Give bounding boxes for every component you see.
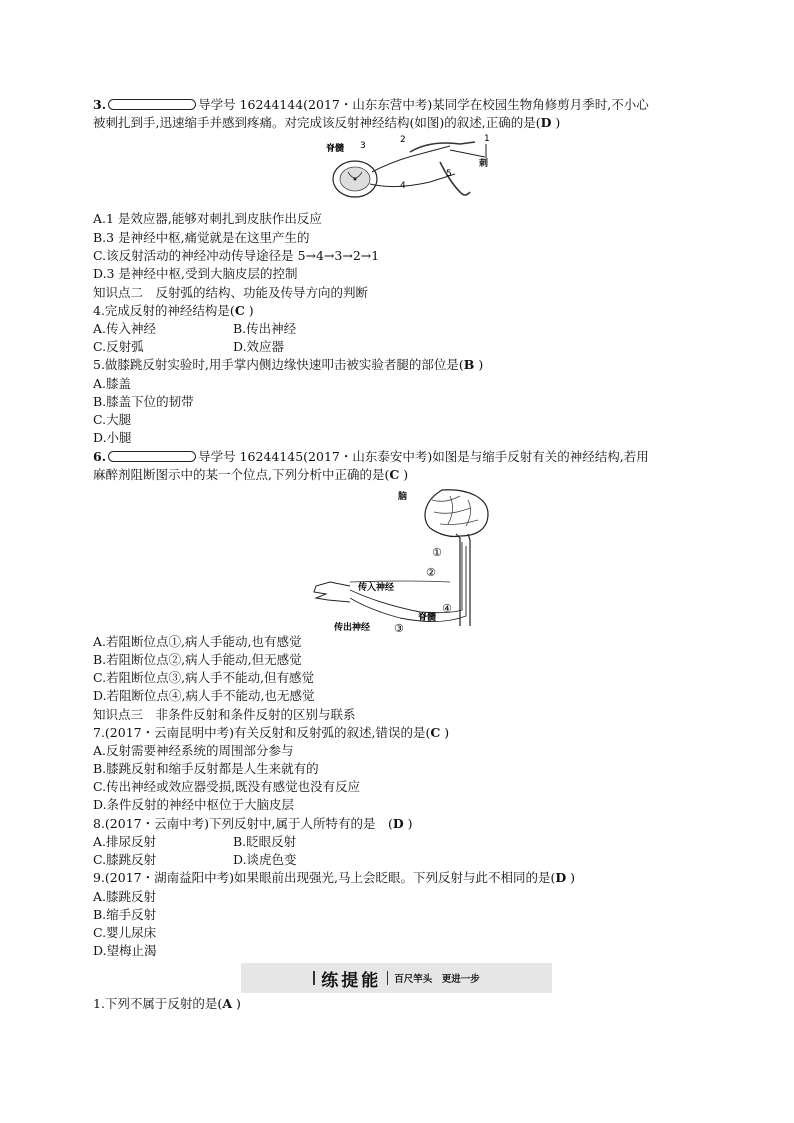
q6-tag-pill xyxy=(108,451,196,462)
reflex-arc-figure xyxy=(300,132,500,210)
knowledge-point-2: 知识点二 反射弧的结构、功能及传导方向的判断 xyxy=(93,285,369,300)
fig1-spinal-label: 脊髓 xyxy=(326,144,345,154)
fig1-label-1: 1 xyxy=(484,134,490,144)
fig2-brain-label: 脑 xyxy=(398,492,408,502)
q5-option-d: D.小腿 xyxy=(93,430,132,445)
fig2-point-4: ④ xyxy=(442,602,452,615)
fig2-efferent-label: 传出神经 xyxy=(334,623,371,633)
q5-option-a: A.膝盖 xyxy=(93,376,132,391)
fig1-label-5: 5 xyxy=(446,169,452,179)
q6-answer: C xyxy=(389,467,400,482)
q7-option-a: A.反射需要神经系统的周围部分参与 xyxy=(93,743,294,758)
q7-answer: C xyxy=(430,725,441,740)
banner-divider xyxy=(387,971,388,985)
fig1-thorn-label: 刺 xyxy=(479,159,489,169)
q7-option-b: B.膝跳反射和缩手反射都是人生来就有的 xyxy=(93,761,319,776)
q8-options-row1: A.排尿反射 B.眨眼反射 xyxy=(93,834,297,849)
banner-left-bar xyxy=(313,971,315,985)
q6-line1: 6. 导学号 16244145(2017・山东泰安中考)如图是与缩手反射有关的神经结构,若用 xyxy=(93,449,649,464)
q3-line2: 被刺扎到手,迅速缩手并感到疼痛。对完成该反射神经结构(如图)的叙述,正确的是(D ) xyxy=(93,115,561,130)
q6-option-c: C.若阻断位点③,病人手不能动,但有感觉 xyxy=(93,670,315,685)
q6-option-d: D.若阻断位点④,病人手不能动,也无感觉 xyxy=(93,688,315,703)
q5-answer: B xyxy=(463,357,475,372)
fig2-spinal-label: 脊髓 xyxy=(418,613,437,623)
q6-option-a: A.若阻断位点①,病人手能动,也有感觉 xyxy=(93,634,302,649)
q9-answer: D xyxy=(555,870,567,885)
q6-line2: 麻醉剂阻断图示中的某一个位点,下列分析中正确的是(C ) xyxy=(93,467,409,482)
q7-option-c: C.传出神经或效应器受损,既没有感觉也没有反应 xyxy=(93,779,361,794)
fig1-label-4: 4 xyxy=(400,181,406,191)
q4-options-row2: C.反射弧 D.效应器 xyxy=(93,339,285,354)
section-banner xyxy=(241,963,552,993)
q8-options-row2: C.膝跳反射 D.谈虎色变 xyxy=(93,852,297,867)
q8-stem: 8.(2017・云南中考)下列反射中,属于人所特有的是 (D ) xyxy=(93,816,413,831)
q5-stem: 5.做膝跳反射实验时,用手掌内侧边缘快速叩击被实验者腿的部位是(B ) xyxy=(93,357,484,372)
q3-line1: 3. 导学号 16244144(2017・山东东营中考)某同学在校园生物角修剪月季时,不小心 xyxy=(93,97,649,112)
banner-title: 练提能 xyxy=(321,970,382,991)
q8-answer: D xyxy=(392,816,404,831)
q9-option-a: A.膝跳反射 xyxy=(93,889,157,904)
q3-option-d: D.3 是神经中枢,受到大脑皮层的控制 xyxy=(93,266,298,281)
q4-stem: 4.完成反射的神经结构是(C ) xyxy=(93,303,254,318)
q6-option-b: B.若阻断位点②,病人手能动,但无感觉 xyxy=(93,652,302,667)
q9-option-c: C.婴儿尿床 xyxy=(93,925,157,940)
q4-answer: C xyxy=(234,303,245,318)
fig2-point-1: ① xyxy=(432,546,442,559)
q4-options-row1: A.传入神经 B.传出神经 xyxy=(93,321,297,336)
banner-subtitle: 百尺竿头 更进一步 xyxy=(394,974,480,985)
fig2-afferent-label: 传入神经 xyxy=(358,583,395,593)
fig2-point-3: ③ xyxy=(394,622,404,635)
q7-option-d: D.条件反射的神经中枢位于大脑皮层 xyxy=(93,797,295,812)
fig1-label-3: 3 xyxy=(360,141,366,151)
knowledge-point-3: 知识点三 非条件反射和条件反射的区别与联系 xyxy=(93,707,356,722)
q5-option-b: B.膝盖下位的韧带 xyxy=(93,394,194,409)
q3-option-b: B.3 是神经中枢,痛觉就是在这里产生的 xyxy=(93,230,310,245)
q5-option-c: C.大腿 xyxy=(93,412,132,427)
reflex-pathway-figure xyxy=(310,486,510,636)
p1-answer: A xyxy=(222,996,233,1011)
fig1-label-2: 2 xyxy=(400,135,406,145)
q3-tag-pill xyxy=(108,99,196,110)
q3-option-c: C.该反射活动的神经冲动传导途径是 5→4→3→2→1 xyxy=(93,248,380,263)
q3-answer: D xyxy=(540,115,552,130)
q3-option-a: A.1 是效应器,能够对刺扎到皮肤作出反应 xyxy=(93,211,322,226)
fig2-point-2: ② xyxy=(426,566,436,579)
q7-stem: 7.(2017・云南昆明中考)有关反射和反射弧的叙述,错误的是(C ) xyxy=(93,725,450,740)
q9-option-b: B.缩手反射 xyxy=(93,907,157,922)
p1-stem: 1.下列不属于反射的是(A ) xyxy=(93,996,241,1011)
q9-option-d: D.望梅止渴 xyxy=(93,943,157,958)
q9-stem: 9.(2017・湖南益阳中考)如果眼前出现强光,马上会眨眼。下列反射与此不相同的是(D ) xyxy=(93,870,576,885)
